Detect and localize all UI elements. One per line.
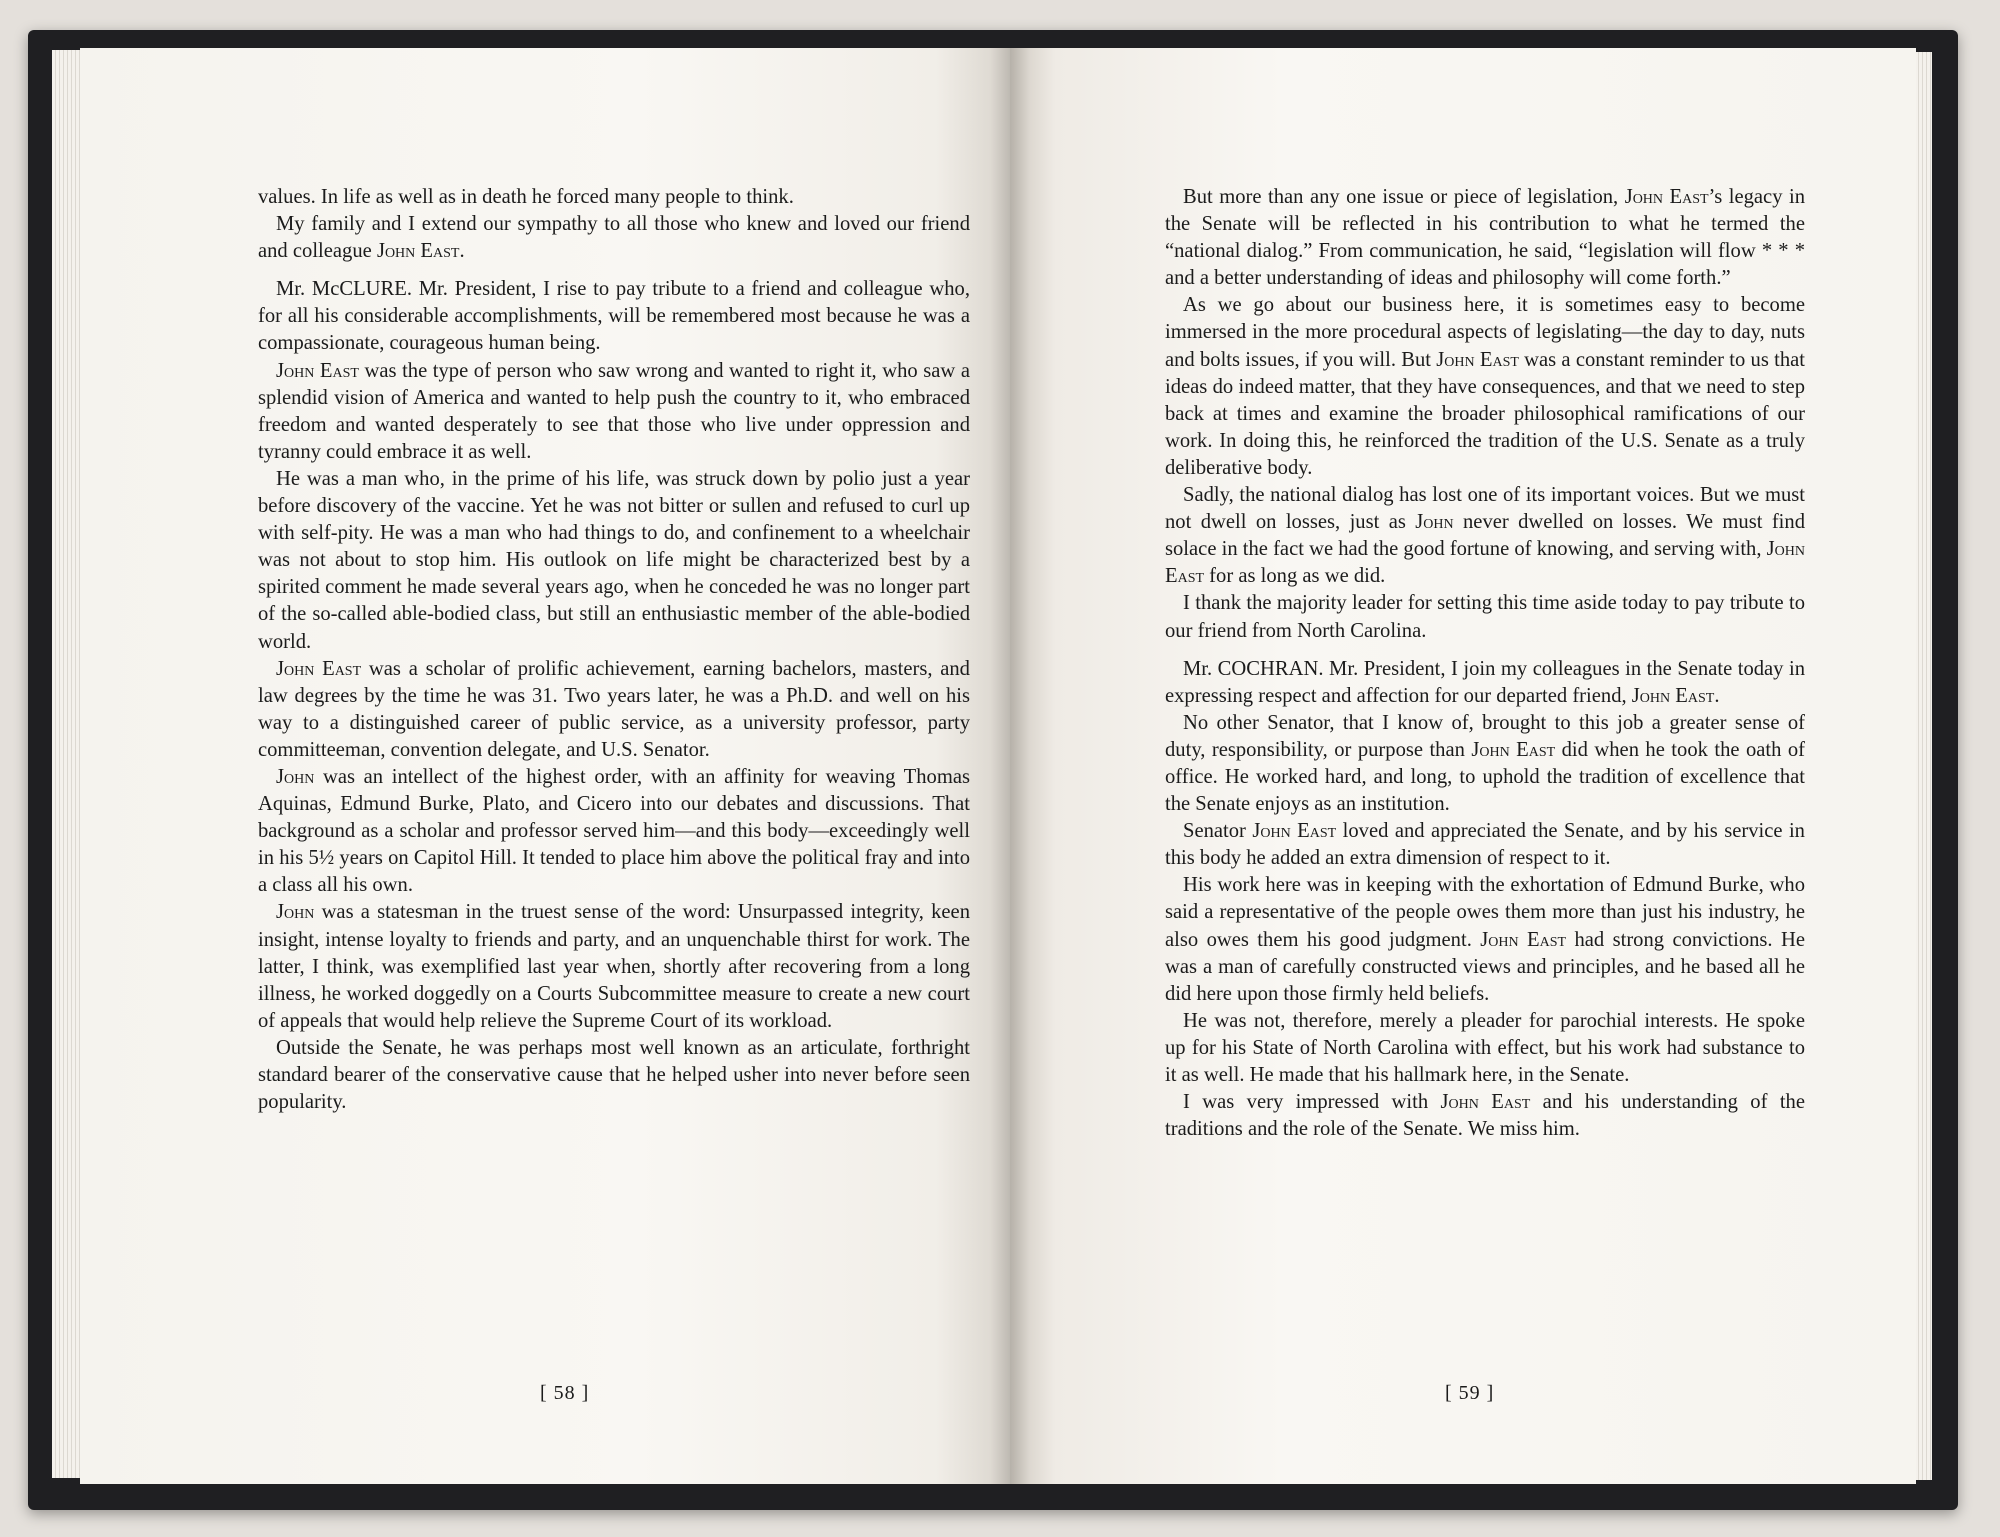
paragraph [1165, 184, 1805, 292]
text-run: No other Senator, that I know of, brought to this job a greater sense of duty, responsibility, or purpose than [1165, 711, 1805, 761]
name-small-caps: John East [1436, 348, 1519, 371]
text-run: was the type of person who saw wrong and wanted to right it, who saw a splendid vision of America and wanted to help push the country to it, who embraced freedom and wanted desperately to see that those who live under oppression and tyranny could embrace it as well. [258, 359, 970, 463]
paragraph [258, 764, 970, 899]
name-small-caps: John [1415, 511, 1454, 534]
paragraph [258, 466, 970, 656]
text-run: Mr. COCHRAN. Mr. President, I join my colleagues in the Senate today in expressing respect and affection for our departed friend, [1165, 657, 1805, 707]
name-small-caps: John East [376, 240, 460, 263]
text-run: and his understanding of the traditions and the role of the Senate. We miss him. [1165, 1091, 1805, 1141]
name-small-caps: John East [1471, 738, 1556, 761]
text-run: His work here was in keeping with the exhortation of Edmund Burke, who said a representative of the people owes them more than just his industry, he also owes them his good judgment. [1165, 874, 1805, 951]
paragraph [258, 211, 970, 265]
paragraph [258, 656, 970, 764]
text-run: Outside the Senate, he was perhaps most well known as an articulate, forthright standard bearer of the conservative cause that he helped usher into never before seen popularity. [258, 1036, 970, 1114]
text-run: Mr. McCLURE. Mr. President, I rise to pay tribute to a friend and colleague who, for all his considerable accomplishments, will be remembered most because he was a compassionate, courageous human being. [258, 278, 970, 355]
text-run: He was a man who, in the prime of his life, was struck down by polio just a year before discovery of the vaccine. Yet he was not bitter or sullen and refused to curl up with self-pity. He was a man who had things to do, and confinement to a wheelchair was not about to stop him. His outlook on life might be characterized best by a spirited comment he made several years ago, when he conceded he was no longer part of the so-called able-bodied class, but still an enthusiastic member of the able-bodied world. [258, 467, 970, 653]
text-run: I was very impressed with [1183, 1091, 1441, 1114]
paragraph [1165, 590, 1805, 644]
paragraph [258, 184, 970, 211]
name-small-caps: John [276, 765, 315, 788]
paragraph [258, 1035, 970, 1116]
paragraph [1165, 872, 1805, 1007]
text-run: . [1714, 684, 1720, 707]
page-number-left: [ 58 ] [540, 1382, 590, 1404]
text-run: My family and I extend our sympathy to all those who knew and loved our friend and colleague [258, 213, 970, 263]
text-run: was a constant reminder to us that ideas do indeed matter, that they have consequences, and that we need to step back at times and examine the broader philosophical ramifications of our work. In doing this, he reinforced the tradition of the U.S. Senate as a truly deliberative body. [1165, 348, 1805, 479]
text-run: . [459, 240, 465, 263]
name-small-caps: John East [1440, 1091, 1531, 1114]
page-number-right: [ 59 ] [1445, 1382, 1495, 1404]
paragraph [258, 899, 970, 1034]
book-gutter [990, 48, 1030, 1484]
name-small-caps: John East [1480, 928, 1567, 951]
paragraph [1165, 710, 1805, 818]
name-small-caps: John East [1252, 820, 1337, 843]
text-run: But more than any one issue or piece of legislation, [1183, 186, 1625, 208]
text-run: never dwelled on losses. We must find solace in the fact we had the good fortune of knowing, and serving with, [1165, 511, 1806, 561]
text-run: As we go about our business here, it is sometimes easy to become immersed in the more procedural aspects of legislating—the day to day, nuts and bolts issues, if you will. But [1165, 294, 1805, 371]
name-small-caps: John East [1631, 684, 1715, 707]
text-run: Sadly, the national dialog has lost one of its important voices. But we must not dwell on losses, just as [1165, 484, 1805, 534]
left-page [80, 48, 1010, 1484]
text-run: Senator [1183, 820, 1253, 843]
paragraph [1165, 292, 1805, 482]
left-page-text [258, 184, 970, 1116]
speaker-paragraph [258, 276, 970, 357]
name-small-caps: John [276, 901, 315, 924]
name-small-caps: John East [1165, 538, 1805, 588]
name-small-caps: John East [1624, 186, 1709, 208]
paragraph [1165, 818, 1805, 872]
text-run: was a statesman in the truest sense of the word: Unsurpassed integrity, keen insight, intense loyalty to friends and party, and an unquenchable thirst for work. The latter, I think, was exemplified last year when, shortly after recovering from a long illness, he worked doggedly on a Courts Subcommittee measure to create a new court of appeals that would help relieve the Supreme Court of its workload. [258, 901, 970, 1032]
right-page-text [1165, 184, 1805, 1143]
text-run: for as long as we did. [1204, 565, 1386, 588]
text-run: did when he took the oath of office. He worked hard, and long, to uphold the tradition of excellence that the Senate enjoys as an institution. [1165, 738, 1806, 816]
text-run: had strong convictions. He was a man of carefully constructed views and principles, and he based all he did here upon those firmly held beliefs. [1165, 928, 1805, 1005]
speaker-paragraph [1165, 656, 1805, 710]
text-run: was an intellect of the highest order, with an affinity for weaving Thomas Aquinas, Edmund Burke, Plato, and Cicero into our debates and discussions. That background as a scholar and professor served him—and this body—exceedingly well in his 5½ years on Capitol Hill. It tended to place him above the political fray and into a class all his own. [258, 765, 970, 897]
paragraph [258, 358, 970, 466]
right-page [1010, 48, 1916, 1484]
text-run: ’s legacy in the Senate will be reflected in his contribution to what he termed the “national dialog.” From communication, he said, “legislation will flow * * * and a better understanding of ideas and philosophy will come forth.” [1165, 186, 1805, 290]
text-run: values. In life as well as in death he forced many people to think. [258, 186, 794, 208]
text-run: was a scholar of prolific achievement, earning bachelors, masters, and law degrees by the time he was 31. Two years later, he was a Ph.D. and well on his way to a distinguished career of public service, as a university professor, party committeeman, convention delegate, and U.S. Senator. [258, 657, 970, 761]
text-run: loved and appreciated the Senate, and by his service in this body he added an extra dimension of respect to it. [1165, 820, 1805, 870]
name-small-caps: John East [276, 657, 362, 680]
paragraph [1165, 1089, 1805, 1143]
paragraph [1165, 1008, 1805, 1089]
text-run: He was not, therefore, merely a pleader for parochial interests. He spoke up for his State of North Carolina with effect, but his work had substance to it as well. He made that his hallmark here, in the Senate. [1165, 1009, 1805, 1086]
text-run: I thank the majority leader for setting this time aside today to pay tribute to our friend from North Carolina. [1165, 592, 1805, 642]
paragraph [1165, 482, 1805, 590]
page-edges-left [52, 50, 82, 1478]
name-small-caps: John East [276, 359, 359, 382]
